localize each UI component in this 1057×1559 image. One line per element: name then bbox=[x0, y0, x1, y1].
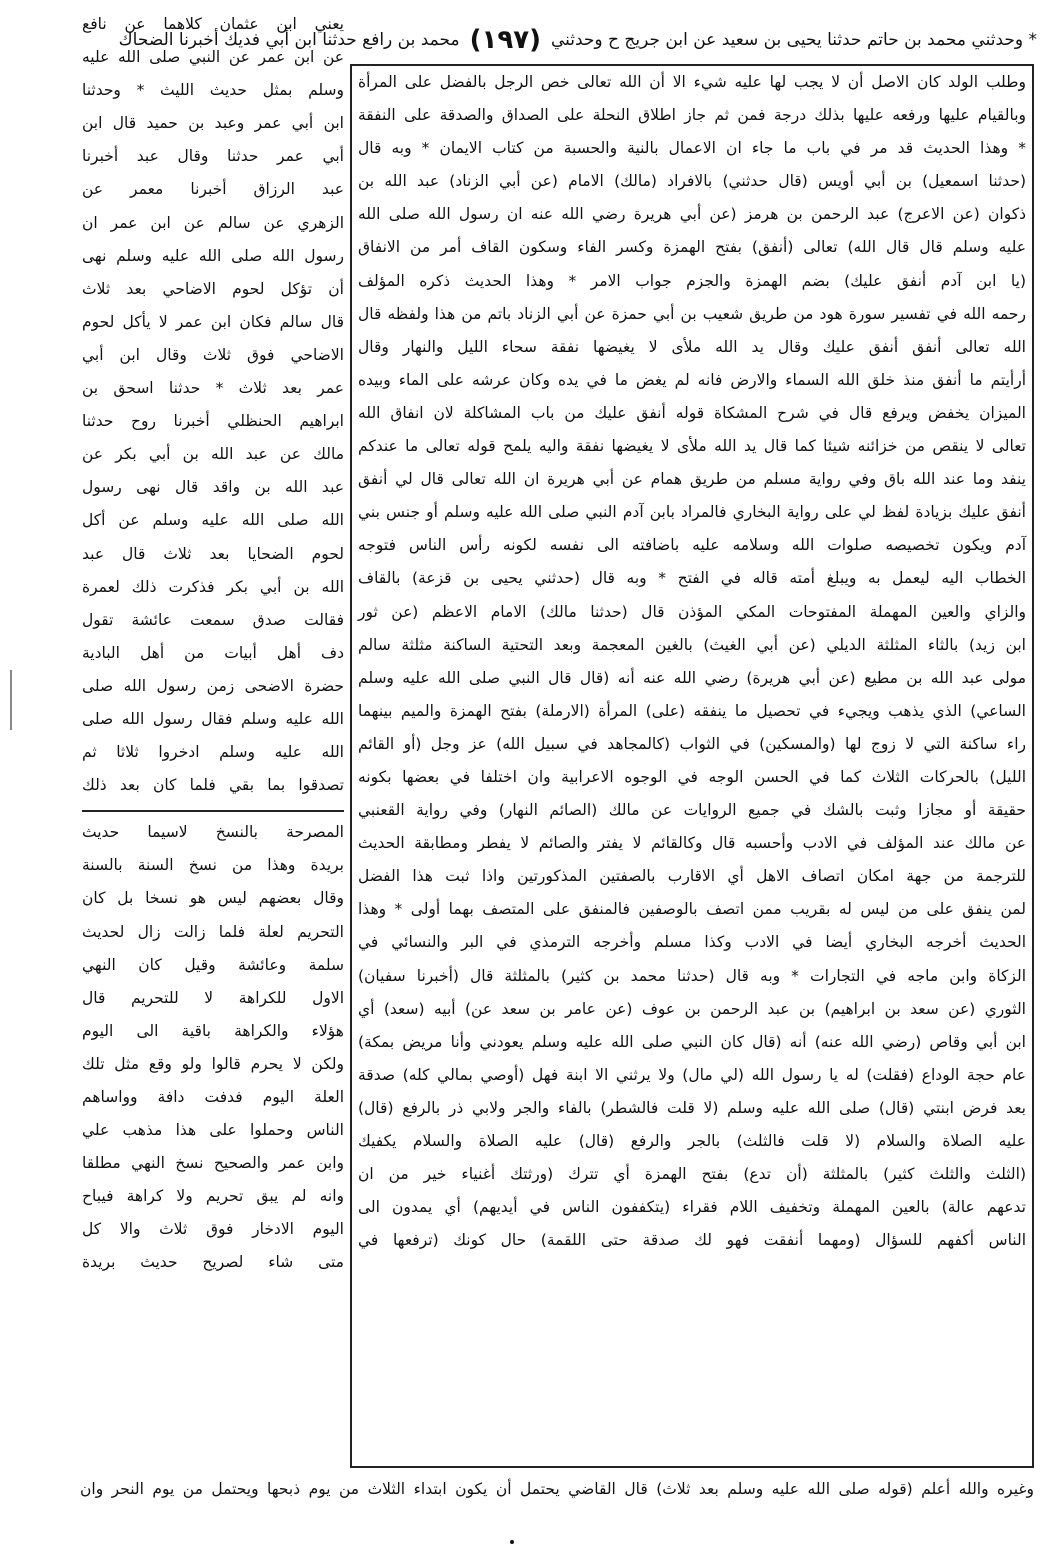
main-text-line: آدم ويكون تخصيصه صلوات الله وسلامه عليه باضافته الى نفسه لكونه رأس الناس فتوجه bbox=[358, 536, 1026, 555]
side-text-line: حضرة الاضحى زمن رسول الله صلى bbox=[82, 676, 344, 695]
main-text-line: (حدثنا اسمعيل) بن أبي أويس (قال حدثني) بالافراد (مالك) الامام (عن أبي الزناد) عبد الله بن bbox=[358, 172, 1026, 191]
side-divider bbox=[82, 810, 344, 812]
main-text-line: مولى عبد الله بن مطيع (عن أبي هريرة) رضي الله عنه أنه (قال قال النبي صلى الله عليه وسلم bbox=[358, 668, 1026, 687]
side-text-line: أبي عمر حدثنا وقال عبد أخبرنا bbox=[82, 147, 344, 166]
main-text-line: بعد فرض ابنتي (قال) صلى الله عليه وسلم (لا قلت فالشطر) بالفاء والجر ولابي ذر بالرفع (قال) bbox=[358, 1098, 1026, 1117]
main-text-line: ابن زيد) بالثاء المثلثة الديلي (عن أبي الغيث) بالغين المعجمة وبعد التحتية الساكنة مثلثة سالم bbox=[358, 635, 1026, 654]
footer-line: وغيره والله أعلم (قوله صلى الله عليه وسلم بعد ثلاث) قال القاضي يحتمل أن يكون ابتداء الثلاث من يوم ذبحها ويحتمل من يوم النحر وان bbox=[80, 1480, 1034, 1498]
main-text-lines bbox=[352, 66, 1032, 1257]
main-text-line: للترجمة من جهة امكان اتصاف الاهل أي الاقارب بالصفتين المذكورتين واذا ثبت هذا الفضل bbox=[358, 867, 1026, 886]
page-number: (١٩٧) bbox=[469, 25, 541, 55]
main-text-line: عليه وسلم قال قال الله) تعالى (أنفق) بفتح الهمزة وكسر الفاء وسكون القاف أمر من الانفاق bbox=[358, 238, 1026, 257]
main-text-line: الساعي) الذي يذهب ويجيء في تحصيل ما ينفقه (على) المرأة (الارملة) بفتح الهمزة والميم بينهما bbox=[358, 701, 1026, 720]
side-note-line: وابن عمر والصحيح نسخ النهي مطلقا bbox=[82, 1154, 344, 1173]
side-text-line: أن تؤكل لحوم الاضاحي بعد ثلاث bbox=[82, 279, 344, 298]
side-text-line: وسلم بمثل حديث الليث * وحدثنا bbox=[82, 81, 344, 100]
side-hadith-text bbox=[82, 8, 344, 802]
main-text-line: تدعهم عالة) بالعين المهملة وتخفيف اللام فقراء (يتكففون الناس في أيديهم) أي يمدون الى bbox=[358, 1198, 1026, 1217]
side-text-line: عبد الرزاق أخبرنا معمر عن bbox=[82, 180, 344, 199]
scan-edge-mark bbox=[10, 670, 12, 730]
side-note-line: وقال بعضهم ليس هو نسخا بل كان bbox=[82, 889, 344, 908]
main-text-line: الحديث أخرجه البخاري أيضا في الادب وكذا مسلم وأخرجه الترمذي في البر والنسائي في bbox=[358, 933, 1026, 952]
main-text-line: عام حجة الوداع (فقلت) له يا رسول الله (لي مال) ولا يرثني الا ابنة فهل (أوصي بمالي كله) صدقة bbox=[358, 1065, 1026, 1084]
main-text-line: الخطاب اليه ليعمل به ويبلغ أمته قاله في الفتح * وبه قال (حدثني يحيى بن قزعة) بالقاف bbox=[358, 569, 1026, 588]
main-text-line: (يا ابن آدم أنفق عليك) بضم الهمزة والجزم جواب الامر * وهذا الحديث ذكره المؤلف bbox=[358, 271, 1026, 290]
main-text-line: أنفق عليك بزيادة لفظ لي على رواية البخاري فالمراد بابن آدم النبي صلى الله عليه وسلم أو جنس بني bbox=[358, 503, 1026, 522]
main-text-line: تعالى لا ينقص من خزائنه شيئا كما قال يد الله ملأى لا يغيضها نفقة واليه يلمح قوله تعالى ما عندكم bbox=[358, 437, 1026, 456]
main-text-line: ذكوان (عن الاعرج) عبد الرحمن بن هرمز (عن أبي هريرة رضي الله عنه ان رسول الله صلى الله bbox=[358, 205, 1026, 224]
side-note-line: الاول للكراهة لا للتحريم قال bbox=[82, 988, 344, 1007]
side-note-line: سلمة وعائشة وقيل كان النهي bbox=[82, 955, 344, 974]
side-text-line: عن ابن عمر عن النبي صلى الله عليه bbox=[82, 48, 344, 67]
side-footnote-text bbox=[82, 816, 344, 1279]
side-note-line: المصرحة بالنسخ لاسيما حديث bbox=[82, 823, 344, 842]
main-text-line: رحمه الله في تفسير سورة هود من طريق شعيب بن أبي حمزة عن أبي الزناد باتم من هذا ولفظه قال bbox=[358, 304, 1026, 323]
header-right-text: محمد بن رافع حدثنا ابن أبي فديك أخبرنا الضحاك bbox=[118, 30, 460, 50]
main-text-line: والزاي والعين المهملة المفتوحات المكي المؤذن قال (حدثنا مالك) الامام الاعظم (عن ثور bbox=[358, 602, 1026, 621]
side-note-line: هؤلاء والكراهة باقية الى اليوم bbox=[82, 1021, 344, 1040]
main-text-line: الله تعالى أنفق أنفق عليك وقال يد الله ملأى لا يغيضها نفقة سحاء الليل والنهار وقال bbox=[358, 337, 1026, 356]
main-text-line: عليه الصلاة والسلام (لا قلت فالثلث) بالجر والرفع (قال) عليه الصلاة والسلام يكفيك bbox=[358, 1132, 1026, 1150]
main-commentary-box bbox=[350, 64, 1034, 1468]
side-text-line: قال سالم فكان ابن عمر لا يأكل لحوم bbox=[82, 312, 344, 331]
page-dot bbox=[510, 1540, 514, 1544]
main-text-line: الميزان يخفض ويرفع قال في شرح المشكاة قوله أنفق عليك من باب المشاكلة لان انفاق الله bbox=[358, 403, 1026, 422]
main-text-line: عن مالك عند المؤلف في الادب وأحسبه قال وكالقائم لا يفتر والصائم لا يفطر ومطابقة الحديث bbox=[358, 834, 1026, 853]
side-note-line: بريدة وهذا من نسخ السنة بالسنة bbox=[82, 856, 344, 875]
side-text-line: فقالت صدق سمعت عائشة تقول bbox=[82, 610, 344, 629]
side-note-line: وانه لم يبق تحريم ولا كراهة فيباح bbox=[82, 1187, 344, 1206]
side-note-line: اليوم الادخار فوق ثلاث والا كل bbox=[82, 1220, 344, 1239]
main-text-line: أرأيتم ما أنفق منذ خلق الله السماء والارض فانه لم يغض ما في يده وكان عرشه على الماء وبيده bbox=[358, 370, 1026, 389]
main-text-line: راء ساكنة التي لا زوج لها (والمسكين) في الثواب (كالمجاهد في سبيل الله) عز وجل (أو القائم bbox=[358, 734, 1026, 753]
main-text-line: وبالقيام عليها ورفعه عليها بذلك درجة فمن ثم جاز اطلاق النحلة على الصداق والصدقة على النفقة bbox=[358, 106, 1026, 125]
side-text-line: عمر بعد ثلاث * حدثنا اسحق بن bbox=[82, 379, 344, 398]
main-text-line: ابن أبي وقاص (رضي الله عنه) أنه (قال كان النبي صلى الله عليه وسلم يعودني وأنا مريض بمكة) bbox=[358, 1032, 1026, 1051]
side-text-line: الله عليه وسلم فقال رسول الله صلى bbox=[82, 709, 344, 728]
side-note-line: التحريم لعلة فلما زالت زال لحديث bbox=[82, 922, 344, 941]
main-text-line: * وهذا الحديث قد مر في باب ما جاء ان الاعمال بالنية والحسبة من كتاب الايمان * وبه قال bbox=[358, 139, 1026, 158]
side-text-line: الله صلى الله عليه وسلم عن أكل bbox=[82, 511, 344, 530]
main-text-line: حقيقة أو مجازا وثبت بالشك في جميع الروايات عن مالك (الصائم النهار) وفي رواية القعنبي bbox=[358, 801, 1026, 820]
side-text-line: يعني ابن عثمان كلاهما عن نافع bbox=[82, 15, 344, 33]
side-note-line: ولكن لا يحرم قالوا ولو وقع مثل تلك bbox=[82, 1054, 344, 1073]
side-text-line: الله عليه وسلم ادخروا ثلاثا ثم bbox=[82, 743, 344, 762]
main-text-line: الزكاة وابن ماجه في التجارات * وبه قال (حدثنا محمد بن كثير) بالمثلثة قال (أخبرنا سفيان) bbox=[358, 966, 1026, 985]
side-text-line: الاضاحي فوق ثلاث وقال ابن أبي bbox=[82, 345, 344, 364]
main-text-line: (الثلث والثلث كثير) بالمثلثة (أن تدع) بفتح الهمزة أي تترك (ورثتك أغنياء خير من ان bbox=[358, 1165, 1026, 1184]
side-column bbox=[82, 8, 344, 1468]
side-text-line: الله بن أبي بكر فذكرت ذلك لعمرة bbox=[82, 577, 344, 596]
main-text-line: الثوري (عن سعد بن ابراهيم) بن عبد الرحمن بن عوف (عن عامر بن سعد عن) أبيه (سعد) أي bbox=[358, 999, 1026, 1018]
main-text-line: ينفد وما عند الله باق وفي رواية مسلم من طريق همام عن أبي هريرة ان الله تعالى قال لي أنفق bbox=[358, 470, 1026, 489]
side-text-line: تصدقوا بما بقي فلما كان بعد ذلك bbox=[82, 776, 344, 795]
side-note-line: الناس وحملوا على هذا مذهب علي bbox=[82, 1121, 344, 1140]
side-text-line: لحوم الضحايا بعد ثلاث قال عبد bbox=[82, 544, 344, 563]
side-text-line: عبد الله بن واقد قال نهى رسول bbox=[82, 478, 344, 497]
main-text-line: لمن ينفق على من ليس له بقريب ممن اتصف بالوصفين فالمنفق على المتصف بهما أولى * وهذا bbox=[358, 900, 1026, 919]
side-text-line: ابراهيم الحنظلي أخبرنا روح حدثنا bbox=[82, 412, 344, 431]
side-text-line: مالك عن عبد الله بن أبي بكر عن bbox=[82, 445, 344, 464]
main-text-line: وطلب الولد كان الاصل أن لا يجب لها عليه شيء الا أن الله تعالى خص الرجل بالفضل على المرأة bbox=[358, 73, 1026, 91]
side-note-line: العلة اليوم فدفت دافة وواساهم bbox=[82, 1088, 344, 1106]
main-text-line: الليل) بالحركات الثلاث كما في الحسن الوجه في الوجوه الاعرابية وان اختلفا في بعضها بكونه bbox=[358, 767, 1026, 786]
header-left-text: * وحدثني محمد بن حاتم حدثنا يحيى بن سعيد عن ابن جريج ح وحدثني bbox=[550, 30, 1037, 50]
side-text-line: الزهري عن سالم عن ابن عمر ان bbox=[82, 213, 344, 232]
side-note-line: متى شاء لصريح حديث بريدة bbox=[82, 1253, 344, 1272]
side-text-line: رسول الله صلى الله عليه وسلم نهى bbox=[82, 246, 344, 265]
side-text-line: ابن أبي عمر وعبد بن حميد قال ابن bbox=[82, 114, 344, 133]
main-text-line: الناس أكفهم للسؤال (ومهما أنفقت فهو لك صدقة حتى اللقمة) حال كونك (ترفعها في bbox=[358, 1231, 1026, 1250]
side-text-line: دف أهل أبيات من أهل البادية bbox=[82, 643, 344, 662]
